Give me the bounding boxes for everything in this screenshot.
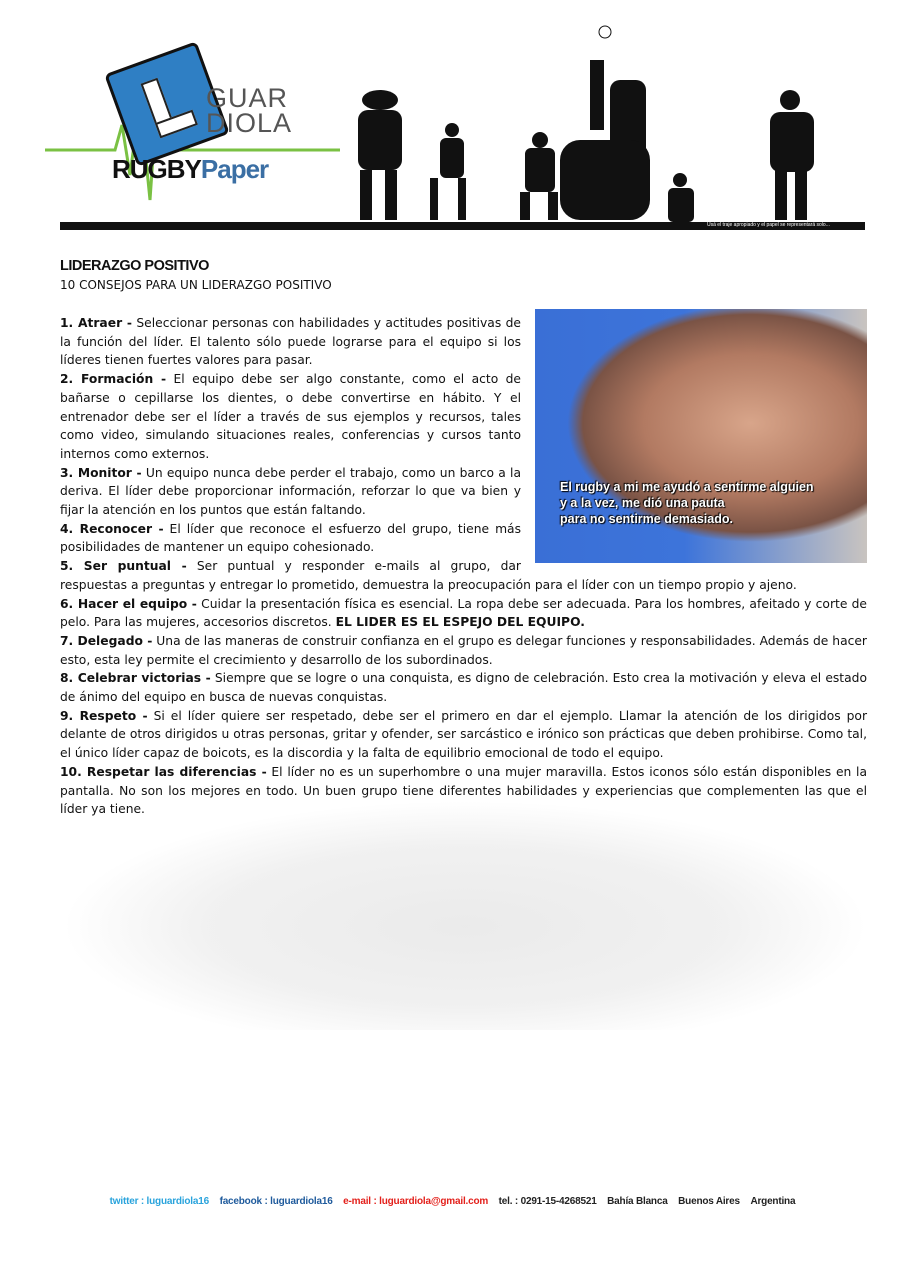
tip-item: 8. Celebrar victorias - Siempre que se logre o una conquista, es digno de celebración. Esto crea la motivación y eleva el estado de ánimo del equipo en busca de nuevas conquistas. bbox=[60, 671, 867, 705]
footer-contact bbox=[0, 1196, 905, 1207]
header-banner bbox=[0, 0, 905, 240]
tip-item: 6. Hacer el equipo - Cuidar la presentación física es esencial. La ropa debe ser adecuada. Para los hombres, afeitado y corte de pelo. Para las mujeres, accesorios discretos. EL LIDER ES EL ESPEJO DEL EQUIPO. bbox=[60, 596, 867, 630]
article bbox=[60, 256, 867, 819]
coach-photo bbox=[535, 309, 867, 563]
country: Argentina bbox=[750, 1196, 796, 1207]
tip-item: 2. Formación - El equipo debe ser algo constante, como el acto de bañarse o cepillarse los dientes, o debe convertirse en hábito. Y el entrenador debe ser el líder a través de sus ejemplos y recursos, tales como video, simulando situaciones reales, conferencias y cursos tanto internos como externos. bbox=[60, 372, 521, 461]
tip-item: 1. Atraer - Seleccionar personas con habilidades y actitudes positivas de la función del líder. El talento sólo puede lograrse para el equipo si los líderes tienen fuertes valores para pasar. bbox=[60, 316, 521, 368]
photo-caption: El rugby a mi me ayudó a sentirme alguien y a la vez, me dió una pauta para no sentirme demasiado. bbox=[560, 480, 814, 526]
rugby-players-illustration bbox=[330, 20, 870, 225]
phone: tel. : 0291-15-4268521 bbox=[498, 1196, 597, 1207]
logo-text: GUAR DIOLA bbox=[206, 83, 293, 138]
twitter-link[interactable]: twitter : luguardiola16 bbox=[109, 1196, 209, 1207]
tip-item: 4. Reconocer - El líder que reconoce el esfuerzo del grupo, tiene más posibilidades de mantener un equipo cohesionado. bbox=[60, 521, 521, 555]
article-subtitle: 10 CONSEJOS PARA UN LIDERAZGO POSITIVO bbox=[60, 278, 332, 292]
header-tagline: Usá el traje apropiado y el papel se representará solo... bbox=[707, 222, 830, 228]
tip-item: 3. Monitor - Un equipo nunca debe perder el trabajo, como un barco a la deriva. El líder debe proporcionar información, reforzar lo que va bien y fijar la atención en los puntos que están faltando. bbox=[60, 465, 521, 518]
province: Buenos Aires bbox=[678, 1196, 740, 1207]
article-title: LIDERAZGO POSITIVO bbox=[60, 258, 209, 274]
email-link[interactable]: e-mail : luguardiola@gmail.com bbox=[343, 1196, 489, 1207]
tip-item: 7. Delegado - Una de las maneras de construir confianza en el grupo es delegar funciones y responsabilidades. Además de hacer esto, esta ley permite el crecimiento y desarrollo de los subordinados. bbox=[60, 633, 867, 667]
tip-item: 9. Respeto - Si el líder quiere ser respetado, debe ser el primero en dar el ejemplo. Llamar la atención de los dirigidos por delante de otros dirigidos u otras personas, gritar y ofender, ser sarcástico e irónico son prácticas que deben prohibirse. Como tal, el único líder capaz de boicots, es la discordia y la falta de equilibrio emocional de todo el equipo. bbox=[60, 708, 868, 761]
city: Bahía Blanca bbox=[607, 1196, 668, 1207]
facebook-link[interactable]: facebook : luguardiola16 bbox=[219, 1196, 333, 1207]
brand-name: RUGBYPaper bbox=[112, 154, 269, 184]
tip-item: 10. Respetar las diferencias - El líder no es un superhombre o una mujer maravilla. Estos iconos sólo están disponibles en la pantalla. No son los mejores en todo. Un buen grupo tiene diferentes habilidades y experiencias que complementen las que el líder ya tiene. bbox=[60, 764, 867, 817]
scrum-watermark bbox=[60, 800, 870, 1030]
tip-item: 5. Ser puntual - Ser puntual y responder e-mails al grupo, dar respuestas a preguntas y entregar lo prometido, demuestra la preocupación para el líder con un tiempo propio y ajeno. bbox=[60, 559, 797, 592]
